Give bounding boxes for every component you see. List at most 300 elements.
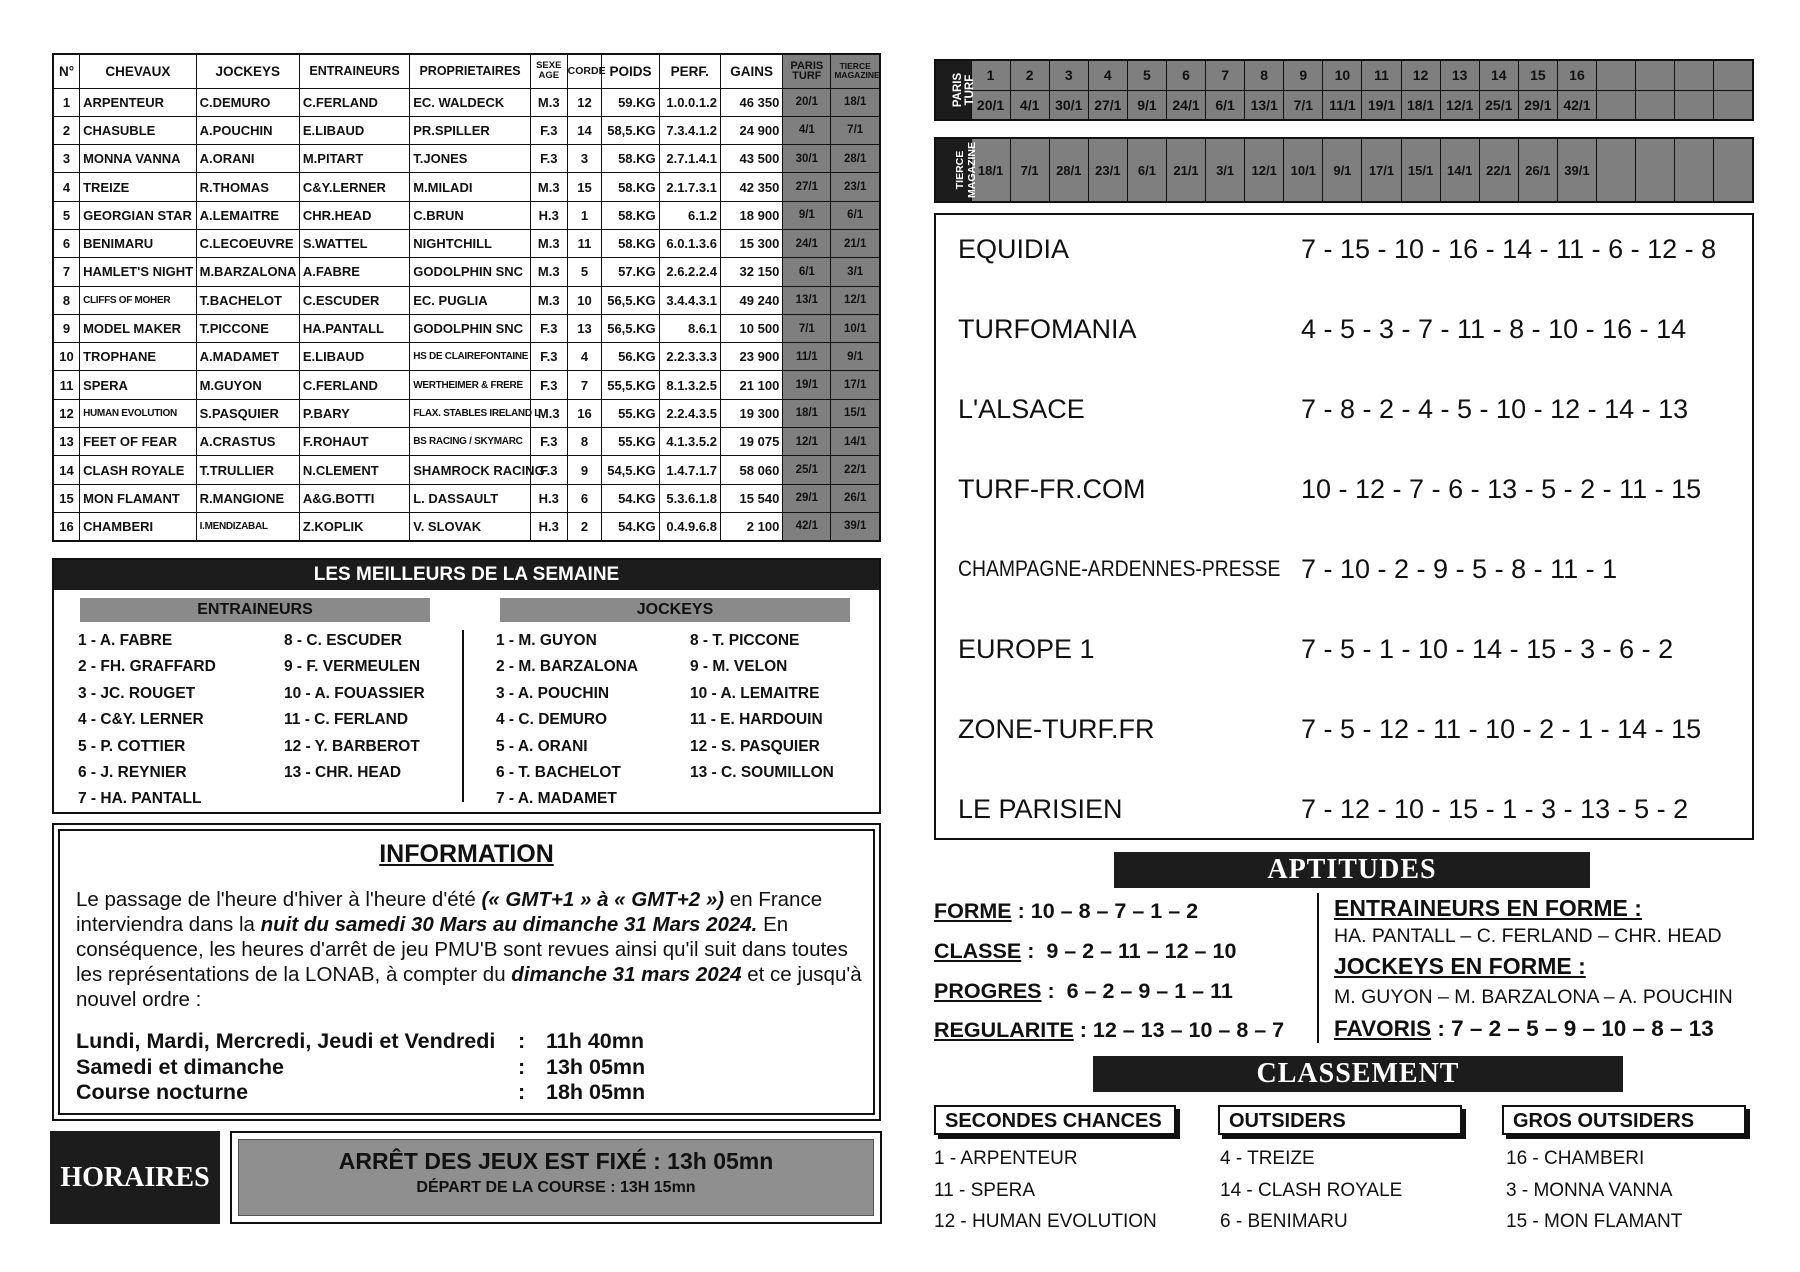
paris-turf-odds-cell: 24/1 (1166, 90, 1205, 120)
table-row (53, 145, 880, 173)
cell-horse: HUMAN EVOLUTION (80, 399, 197, 427)
horse-number-cell: 9 (1284, 60, 1323, 90)
cell-earnings: 2 100 (720, 512, 782, 540)
cell-paris-turf: 11/1 (783, 343, 831, 371)
cell-jockey: R.MANGIONE (196, 484, 299, 512)
paris-turf-odds-cell: 29/1 (1518, 90, 1557, 120)
cell-jockey: A.LEMAITRE (196, 201, 299, 229)
schedule-day: Lundi, Mardi, Mercredi, Jeudi et Vendredi (76, 1029, 496, 1053)
col-rope: CORDE (567, 54, 602, 88)
cell-sex-age: M.3 (530, 173, 567, 201)
runners-table (52, 53, 881, 542)
cell-rope: 14 (567, 116, 602, 144)
cell-owner: L. DASSAULT (410, 484, 531, 512)
col-horse: CHEVAUX (80, 54, 197, 88)
best-of-week-title: LES MEILLEURS DE LA SEMAINE (54, 560, 879, 590)
trainer-rank-item: 4 - C&Y. LERNER (78, 711, 204, 729)
paris-turf-odds-cell: 7/1 (1284, 90, 1323, 120)
outsiders-list (1220, 1143, 1402, 1238)
horse-number-cell: 6 (1166, 60, 1205, 90)
regularite-line: REGULARITE : 12 – 13 – 10 – 8 – 7 (934, 1018, 1285, 1042)
col-owner: PROPRIETAIRES (410, 54, 531, 88)
paris-turf-odds-cell: 6/1 (1206, 90, 1245, 120)
cell-earnings: 58 060 (720, 456, 782, 484)
cell-sex-age: M.3 (530, 286, 567, 314)
regularite-label: REGULARITE (934, 1018, 1074, 1042)
cell-paris-turf: 12/1 (783, 428, 831, 456)
tierce-odds-cell: 18/1 (971, 138, 1010, 202)
divider (462, 630, 464, 802)
paris-turf-odds-cell: 4/1 (1010, 90, 1049, 120)
gros-outsiders-list (1506, 1143, 1682, 1238)
cell-trainer: A&G.BOTTI (299, 484, 409, 512)
cell-num: 13 (53, 428, 80, 456)
cell-num: 5 (53, 201, 80, 229)
horaires-box (230, 1131, 882, 1224)
cell-paris-turf: 4/1 (783, 116, 831, 144)
cell-horse: CHASUBLE (80, 116, 197, 144)
cell-trainer: HA.PANTALL (299, 314, 409, 342)
pronostic-source: LE PARISIEN (958, 794, 1123, 824)
paris-turf-odds-cell: 27/1 (1088, 90, 1127, 120)
info-text-part: En conséquence, les heures d'arrêt de jeu PMU'B sont revues ainsi qu'il suit dans toutes les représentations de la LONAB, à compter du (76, 913, 848, 986)
horse-number-cell: 4 (1088, 60, 1127, 90)
cell-weight: 58.KG (602, 201, 659, 229)
trainer-rank-item: 8 - C. ESCUDER (284, 632, 402, 649)
cell-rope: 1 (567, 201, 602, 229)
cell-perf: 7.3.4.1.2 (659, 116, 720, 144)
col-paris-turf: PARIS TURF (783, 54, 831, 88)
cell-sex-age: F.3 (530, 371, 567, 399)
horse-number-cell: 14 (1479, 60, 1518, 90)
cell-earnings: 46 350 (720, 88, 782, 116)
cell-paris-turf: 24/1 (783, 229, 831, 257)
tierce-odds-cell: 21/1 (1166, 138, 1205, 202)
information-title: INFORMATION (379, 840, 554, 868)
regularite-value: 12 – 13 – 10 – 8 – 7 (1092, 1018, 1285, 1042)
cell-earnings: 32 150 (720, 258, 782, 286)
cell-rope: 16 (567, 399, 602, 427)
cell-num: 8 (53, 286, 80, 314)
jockey-rank-item: 4 - C. DEMURO (496, 711, 608, 729)
tierce-magazine-label (935, 138, 978, 202)
cell-owner: NIGHTCHILL (410, 229, 531, 257)
cell-rope: 2 (567, 512, 602, 540)
jockey-rank-item: 5 - A. ORANI (496, 737, 588, 755)
cell-earnings: 18 900 (720, 201, 782, 229)
horaires-label: HORAIRES (50, 1131, 220, 1224)
horse-number-cell: 8 (1245, 60, 1284, 90)
cell-num: 15 (53, 484, 80, 512)
paris-turf-odds-cell: 12/1 (1440, 90, 1479, 120)
cell-jockey: T.TRULLIER (196, 456, 299, 484)
cell-owner: T.JONES (410, 145, 531, 173)
cell-num: 7 (53, 258, 80, 286)
jockey-rank-item: 6 - T. BACHELOT (496, 764, 621, 782)
cell-weight: 58.KG (602, 173, 659, 201)
table-row (53, 116, 880, 144)
information-text (76, 887, 863, 1012)
horse-number-cell: 11 (1362, 60, 1401, 90)
cell-sex-age: F.3 (530, 428, 567, 456)
cell-jockey: I.MENDIZABAL (196, 512, 299, 540)
paris-turf-odds-cell: 30/1 (1049, 90, 1088, 120)
schedule-time: 13h 05mn (546, 1054, 646, 1079)
trainers-in-form-label: ENTRAINEURS EN FORME : (1334, 895, 1642, 921)
table-row (53, 286, 880, 314)
table-row (53, 258, 880, 286)
table-row (53, 229, 880, 257)
cell-perf: 8.1.3.2.5 (659, 371, 720, 399)
cell-sex-age: F.3 (530, 343, 567, 371)
forme-line: FORME : 10 – 8 – 7 – 1 – 2 (934, 899, 1199, 923)
cell-perf: 2.7.1.4.1 (659, 145, 720, 173)
horse-number-cell: 16 (1557, 60, 1596, 90)
cell-earnings: 10 500 (720, 314, 782, 342)
gros-outsiders-item: 3 - MONNA VANNA (1506, 1179, 1673, 1201)
best-trainers-list-b (284, 628, 425, 786)
cell-rope: 15 (567, 173, 602, 201)
cell-owner: SHAMROCK RACING (410, 456, 531, 484)
cell-rope: 5 (567, 258, 602, 286)
col-num: N° (53, 54, 80, 88)
cell-rope: 9 (567, 456, 602, 484)
cell-tierce-magazine: 3/1 (831, 258, 880, 286)
cell-paris-turf: 25/1 (783, 456, 831, 484)
tierce-odds-cell: 9/1 (1323, 138, 1362, 202)
cell-weight: 58.KG (602, 145, 659, 173)
schedule-day: Samedi et dimanche (76, 1054, 284, 1079)
games-stop-time: ARRÊT DES JEUX EST FIXÉ : 13h 05mn (338, 1148, 774, 1174)
cell-jockey: C.DEMURO (196, 88, 299, 116)
cell-perf: 8.6.1 (659, 314, 720, 342)
cell-trainer: S.WATTEL (299, 229, 409, 257)
cell-tierce-magazine: 17/1 (831, 371, 880, 399)
cell-jockey: M.GUYON (196, 371, 299, 399)
best-trainers-heading: ENTRAINEURS (80, 598, 430, 622)
secondes-chances-item: 12 - HUMAN EVOLUTION (934, 1211, 1157, 1232)
cell-trainer: CHR.HEAD (299, 201, 409, 229)
cell-weight: 56,5.KG (602, 314, 659, 342)
tierce-odds-cell: 39/1 (1557, 138, 1596, 202)
cell-num: 12 (53, 399, 80, 427)
cell-tierce-magazine: 12/1 (831, 286, 880, 314)
table-row (53, 314, 880, 342)
cell-num: 4 (53, 173, 80, 201)
cell-perf: 2.2.3.3.3 (659, 343, 720, 371)
schedule-row (76, 1055, 816, 1081)
tierce-odds-cell: 6/1 (1127, 138, 1166, 202)
forme-value: 10 – 8 – 7 – 1 – 2 (1030, 899, 1199, 923)
jockey-rank-item: 8 - T. PICCONE (690, 632, 800, 649)
table-row (53, 512, 880, 540)
trainer-rank-item: 6 - J. REYNIER (78, 764, 187, 782)
cell-num: 2 (53, 116, 80, 144)
cell-rope: 10 (567, 286, 602, 314)
info-text-part: Le passage de l'heure d'hiver à l'heure d'été (76, 888, 482, 911)
table-row (53, 173, 880, 201)
cell-owner: PR.SPILLER (410, 116, 531, 144)
cell-weight: 56.KG (602, 343, 659, 371)
cell-paris-turf: 7/1 (783, 314, 831, 342)
cell-jockey: M.BARZALONA (196, 258, 299, 286)
secondes-chances-list (934, 1143, 1157, 1238)
tierce-odds-cell: 15/1 (1401, 138, 1440, 202)
cell-perf: 2.2.4.3.5 (659, 399, 720, 427)
cell-jockey: T.PICCONE (196, 314, 299, 342)
cell-horse: MONNA VANNA (80, 145, 197, 173)
secondes-chances-item: 1 - ARPENTEUR (934, 1148, 1078, 1169)
cell-jockey: A.ORANI (196, 145, 299, 173)
classe-value: 9 – 2 – 11 – 12 – 10 (1046, 939, 1237, 963)
cell-paris-turf: 9/1 (783, 201, 831, 229)
trainer-rank-item: 10 - A. FOUASSIER (284, 684, 425, 702)
jockey-rank-item: 1 - M. GUYON (496, 632, 597, 649)
cell-weight: 56,5.KG (602, 286, 659, 314)
cell-sex-age: F.3 (530, 116, 567, 144)
gros-outsiders-heading: GROS OUTSIDERS (1502, 1105, 1746, 1135)
col-earnings: GAINS (720, 54, 782, 88)
schedule-list (76, 1029, 816, 1106)
paris-turf-odds-cell: 19/1 (1362, 90, 1401, 120)
favoris-label: FAVORIS (1334, 1016, 1432, 1041)
jockey-rank-item: 2 - M. BARZALONA (496, 658, 639, 676)
pronostics-panel (934, 213, 1754, 840)
schedule-time: 18h 05mn (546, 1080, 646, 1104)
paris-turf-odds-cell: 11/1 (1323, 90, 1362, 120)
schedule-separator: : (518, 1054, 526, 1079)
progres-line: PROGRES : 6 – 2 – 9 – 1 – 11 (934, 979, 1233, 1003)
jockey-rank-item: 9 - M. VELON (690, 658, 788, 676)
col-trainer: ENTRAINEURS (299, 54, 409, 88)
cell-num: 6 (53, 229, 80, 257)
pronostic-source: TURFOMANIA (958, 314, 1137, 344)
cell-sex-age: H.3 (530, 201, 567, 229)
cell-perf: 4.1.3.5.2 (659, 428, 720, 456)
table-row (53, 88, 880, 116)
cell-earnings: 15 300 (720, 229, 782, 257)
cell-tierce-magazine: 22/1 (831, 456, 880, 484)
pronostic-picks: 4 - 5 - 3 - 7 - 11 - 8 - 10 - 16 - 14 (1301, 314, 1687, 344)
cell-sex-age: M.3 (530, 258, 567, 286)
col-tierce-magazine: TIERCE MAGAZINE (831, 54, 880, 88)
paris-turf-odds-cell: 13/1 (1245, 90, 1284, 120)
outsiders-heading: OUTSIDERS (1218, 1105, 1462, 1135)
trainer-rank-item: 2 - FH. GRAFFARD (78, 658, 216, 676)
pronostic-source: L'ALSACE (958, 394, 1085, 424)
cell-paris-turf: 18/1 (783, 399, 831, 427)
table-row (53, 428, 880, 456)
cell-perf: 6.1.2 (659, 201, 720, 229)
gros-outsiders-item: 16 - CHAMBERI (1506, 1148, 1645, 1169)
cell-paris-turf: 29/1 (783, 484, 831, 512)
cell-perf: 1.4.7.1.7 (659, 456, 720, 484)
schedule-time: 11h 40mn (546, 1029, 644, 1053)
cell-horse: MODEL MAKER (80, 314, 197, 342)
cell-weight: 54,5.KG (602, 456, 659, 484)
cell-horse: HAMLET'S NIGHT (80, 258, 197, 286)
horse-number-cell: 12 (1401, 60, 1440, 90)
paris-turf-odds-cell: 18/1 (1401, 90, 1440, 120)
trainer-rank-item: 11 - C. FERLAND (284, 711, 409, 729)
cell-perf: 1.0.0.1.2 (659, 88, 720, 116)
horse-number-cell: 7 (1206, 60, 1245, 90)
empty-cell (1597, 60, 1636, 90)
tierce-odds-cell: 23/1 (1088, 138, 1127, 202)
jockey-rank-item: 11 - E. HARDOUIN (690, 711, 823, 729)
cell-sex-age: M.3 (530, 399, 567, 427)
cell-earnings: 49 240 (720, 286, 782, 314)
tierce-odds-cell: 14/1 (1440, 138, 1479, 202)
pronostic-picks: 7 - 12 - 10 - 15 - 1 - 3 - 13 - 5 - 2 (1301, 794, 1689, 824)
cell-owner: GODOLPHIN SNC (410, 314, 531, 342)
cell-weight: 59.KG (602, 88, 659, 116)
cell-horse: BENIMARU (80, 229, 197, 257)
cell-rope: 4 (567, 343, 602, 371)
cell-trainer: N.CLEMENT (299, 456, 409, 484)
cell-weight: 58,5.KG (602, 116, 659, 144)
cell-rope: 3 (567, 145, 602, 173)
cell-owner: EC. WALDECK (410, 88, 531, 116)
tierce-odds-cell: 3/1 (1206, 138, 1245, 202)
trainer-rank-item: 1 - A. FABRE (78, 632, 173, 649)
jockey-rank-item: 7 - A. MADAMET (496, 790, 617, 808)
paris-turf-odds-cell: 9/1 (1127, 90, 1166, 120)
cell-earnings: 23 900 (720, 343, 782, 371)
cell-weight: 57.KG (602, 258, 659, 286)
cell-owner: V. SLOVAK (410, 512, 531, 540)
tierce-odds-cell: 10/1 (1284, 138, 1323, 202)
best-jockeys-list-a (496, 628, 638, 813)
classement-title: CLASSEMENT (1093, 1056, 1623, 1092)
cell-sex-age: F.3 (530, 314, 567, 342)
cell-tierce-magazine: 26/1 (831, 484, 880, 512)
cell-weight: 55.KG (602, 428, 659, 456)
cell-paris-turf: 20/1 (783, 88, 831, 116)
cell-weight: 55.KG (602, 399, 659, 427)
schedule-row (76, 1029, 816, 1055)
pronostic-picks: 7 - 10 - 2 - 9 - 5 - 8 - 11 - 1 (1301, 554, 1618, 584)
classe-label: CLASSE (934, 939, 1022, 963)
cell-trainer: M.PITART (299, 145, 409, 173)
outsiders-item: 4 - TREIZE (1220, 1148, 1315, 1169)
cell-earnings: 24 900 (720, 116, 782, 144)
cell-sex-age: H.3 (530, 484, 567, 512)
trainers-in-form-value: HA. PANTALL – C. FERLAND – CHR. HEAD (1334, 925, 1722, 947)
cell-tierce-magazine: 15/1 (831, 399, 880, 427)
paris-turf-label (935, 60, 976, 120)
cell-tierce-magazine: 14/1 (831, 428, 880, 456)
pronostic-source: ZONE-TURF.FR (958, 714, 1155, 744)
horse-number-cell: 15 (1518, 60, 1557, 90)
cell-perf: 0.4.9.6.8 (659, 512, 720, 540)
cell-owner: HS DE CLAIREFONTAINE (410, 343, 531, 371)
favoris-value: 7 – 2 – 5 – 9 – 10 – 8 – 13 (1451, 1016, 1714, 1041)
cell-paris-turf: 42/1 (783, 512, 831, 540)
cell-tierce-magazine: 10/1 (831, 314, 880, 342)
horse-number-cell: 3 (1049, 60, 1088, 90)
tierce-odds-cell: 7/1 (1010, 138, 1049, 202)
jockey-rank-item: 12 - S. PASQUIER (690, 737, 820, 755)
cell-weight: 54.KG (602, 484, 659, 512)
cell-earnings: 19 300 (720, 399, 782, 427)
cell-jockey: R.THOMAS (196, 173, 299, 201)
pronostic-source: EQUIDIA (958, 234, 1070, 264)
cell-earnings: 43 500 (720, 145, 782, 173)
best-of-week-panel (52, 558, 881, 814)
col-jockey: JOCKEYS (196, 54, 299, 88)
cell-tierce-magazine: 6/1 (831, 201, 880, 229)
table-row (53, 343, 880, 371)
empty-cell (1714, 90, 1753, 120)
cell-trainer: Z.KOPLIK (299, 512, 409, 540)
cell-num: 11 (53, 371, 80, 399)
tierce-odds-cell: 12/1 (1245, 138, 1284, 202)
cell-horse: MON FLAMANT (80, 484, 197, 512)
schedule-separator: : (518, 1080, 526, 1104)
cell-tierce-magazine: 9/1 (831, 343, 880, 371)
pronostic-source: TURF-FR.COM (958, 474, 1146, 504)
table-row (53, 201, 880, 229)
cell-trainer: E.LIBAUD (299, 116, 409, 144)
cell-num: 3 (53, 145, 80, 173)
cell-owner: WERTHEIMER & FRERE (410, 371, 531, 399)
trainer-rank-item: 3 - JC. ROUGET (78, 684, 196, 702)
jockey-rank-item: 13 - C. SOUMILLON (690, 764, 834, 782)
empty-cell (1597, 90, 1636, 120)
cell-num: 16 (53, 512, 80, 540)
info-text-emphasis: nuit du samedi 30 Mars au dimanche 31 Mars 2024. (260, 913, 758, 936)
table-row (53, 371, 880, 399)
cell-horse: GEORGIAN STAR (80, 201, 197, 229)
cell-num: 1 (53, 88, 80, 116)
cell-jockey: C.LECOEUVRE (196, 229, 299, 257)
cell-sex-age: M.3 (530, 88, 567, 116)
info-text-emphasis: dimanche 31 mars 2024 (511, 963, 742, 986)
col-sex-age: SEXE AGE (530, 54, 567, 88)
cell-earnings: 21 100 (720, 371, 782, 399)
tierce-odds-cell: 28/1 (1049, 138, 1088, 202)
cell-owner: FLAX. STABLES IRELAND L (410, 399, 531, 427)
cell-rope: 11 (567, 229, 602, 257)
empty-cell (1675, 60, 1714, 90)
cell-num: 14 (53, 456, 80, 484)
best-trainers-list-a (78, 628, 216, 813)
cell-trainer: C.FERLAND (299, 88, 409, 116)
cell-jockey: S.PASQUIER (196, 399, 299, 427)
cell-trainer: C&Y.LERNER (299, 173, 409, 201)
cell-perf: 2.6.2.2.4 (659, 258, 720, 286)
cell-jockey: A.POUCHIN (196, 116, 299, 144)
cell-horse: SPERA (80, 371, 197, 399)
trainer-rank-item: 13 - CHR. HEAD (284, 764, 402, 782)
info-text-part: en France interviendra dans la (76, 888, 823, 936)
jockey-rank-item: 3 - A. POUCHIN (496, 684, 610, 702)
cell-owner: GODOLPHIN SNC (410, 258, 531, 286)
cell-weight: 58.KG (602, 229, 659, 257)
tierce-odds-cell: 26/1 (1518, 138, 1557, 202)
paris-turf-odds-cell: 25/1 (1479, 90, 1518, 120)
cell-earnings: 42 350 (720, 173, 782, 201)
pronostic-source: EUROPE 1 (958, 634, 1095, 664)
empty-cell (1675, 90, 1714, 120)
pronostic-picks: 7 - 8 - 2 - 4 - 5 - 10 - 12 - 14 - 13 (1301, 394, 1689, 424)
cell-num: 9 (53, 314, 80, 342)
progres-label: PROGRES (934, 979, 1042, 1003)
cell-paris-turf: 13/1 (783, 286, 831, 314)
cell-trainer: C.ESCUDER (299, 286, 409, 314)
cell-jockey: T.BACHELOT (196, 286, 299, 314)
